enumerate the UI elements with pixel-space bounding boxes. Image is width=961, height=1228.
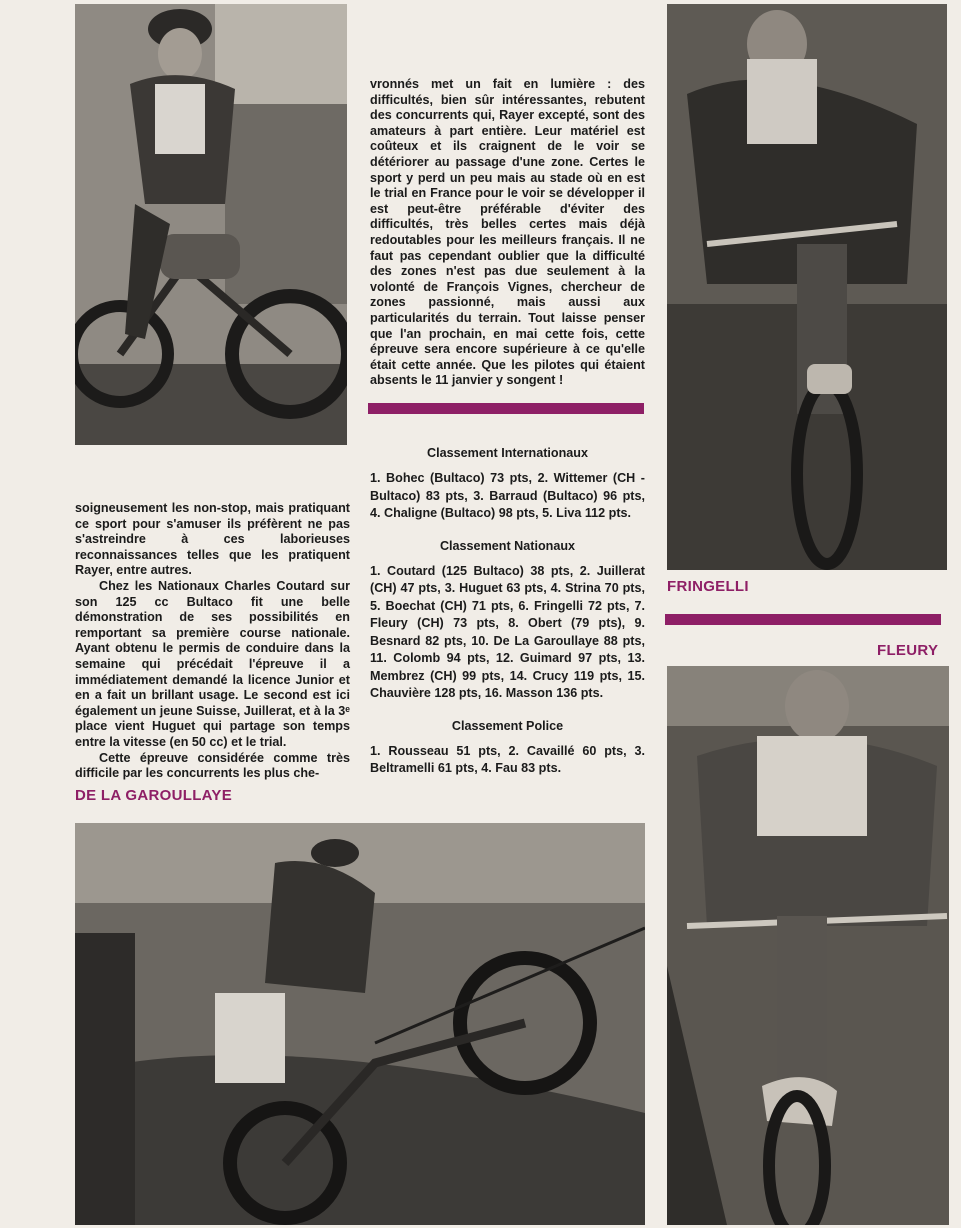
center-paragraph-1: vronnés met un fait en lumière : des difficultés, bien sûr intéressantes, rebutent des concurrents qui, Rayer excepté, sont des amateurs à part entière. Leur matériel est coûteux et ils craignent de le voir se détériorer au passage d'une zone. Certes le sport y perd un peu mais au stade où en est le trial en France pour le voir se développer il est peut-être préférable d'éviter des difficultés, très belles certes mais déjà redoutables pour les meilleurs français. Il ne faut pas cependant oublier que la difficulté des zones n'est pas due seulement à la volonté de François Vignes, chercheur de zones passionné, mais aussi aux particularités du terrain. Tout laisse penser que l'an prochain, en mai cette fois, cette épreuve sera encore supérieure à ce qu'elle était cette année. Que les pilotes qui étaient absents le 11 janvier y songent !	[370, 77, 645, 388]
photo-rider-fringelli	[667, 4, 947, 570]
caption-fringelli: FRINGELLI	[667, 578, 749, 595]
caption-fleury: FLEURY	[877, 642, 939, 659]
results-body-police: 1. Rousseau 51 pts, 2. Cavaillé 60 pts, 3. Beltramelli 61 pts, 4. Fau 83 pts.	[370, 743, 645, 775]
results-block	[370, 446, 645, 794]
left-paragraph-2: Chez les Nationaux Charles Coutard sur son 125 cc Bultaco fit une belle démonstration de ses possibilités en remportant sa première course nationale. Ayant obtenu le permis de conduire dans la semaine qui précédait l'épreuve il a immédiatement demandé la licence Junior et en a fait un brillant usage. Le second est ici également un jeune Suisse, Juillerat, et à la 3ᵉ place vient Huguet qui partage son temps entre la vitesse (en 50 cc) et le trial.	[75, 578, 350, 749]
section-divider-center	[368, 403, 644, 414]
results-heading-police: Classement Police	[451, 718, 564, 733]
left-paragraph-1: soigneusement les non-stop, mais pratiquant ce sport pour s'amuser ils préfèrent ne pas s'astreindre à ces laborieuses reconnaissances telles que les pratiquent Rayer, entre autres.	[75, 501, 350, 578]
rider-photo-illustration	[75, 4, 347, 445]
results-body-nationaux: 1. Coutard (125 Bultaco) 38 pts, 2. Juillerat (CH) 47 pts, 3. Huguet 63 pts, 4. Strina 70 pts, 5. Boechat (CH) 71 pts, 6. Fringelli 72 pts, 7. Fleury (CH) 73 pts, 8. Obert (79 pts), 9. Besnard 82 pts, 10. De La Garoullaye 88 pts, 11. Colomb 94 pts, 12. Guimard 97 pts, 13. Membrez (CH) 99 pts, 14. Crucy 119 pts, 15. Chauvière 128 pts, 16. Masson 136 pts.	[370, 563, 645, 700]
photo-rider-top-left	[75, 4, 347, 445]
garoullaye-photo-illustration	[75, 823, 645, 1225]
results-heading-nationaux: Classement Nationaux	[439, 538, 576, 553]
photo-rider-fleury	[667, 666, 949, 1225]
fringelli-photo-illustration	[667, 4, 947, 570]
left-column-text	[75, 501, 350, 782]
results-body-internationaux: 1. Bohec (Bultaco) 73 pts, 2. Wittemer (CH - Bultaco) 83 pts, 3. Barraud (Bultaco) 96 pts, 4. Chaligne (Bultaco) 98 pts, 5. Liva 112 pts.	[370, 471, 645, 520]
left-paragraph-3: Cette épreuve considérée comme très difficile par les concurrents les plus che-	[75, 750, 350, 781]
section-divider-right	[665, 614, 941, 625]
photo-rider-garoullaye	[75, 823, 645, 1225]
caption-garoullaye: DE LA GAROULLAYE	[75, 787, 233, 804]
fleury-photo-illustration	[667, 666, 949, 1225]
results-heading-internationaux: Classement Internationaux	[427, 446, 588, 460]
center-column-text	[370, 77, 645, 389]
